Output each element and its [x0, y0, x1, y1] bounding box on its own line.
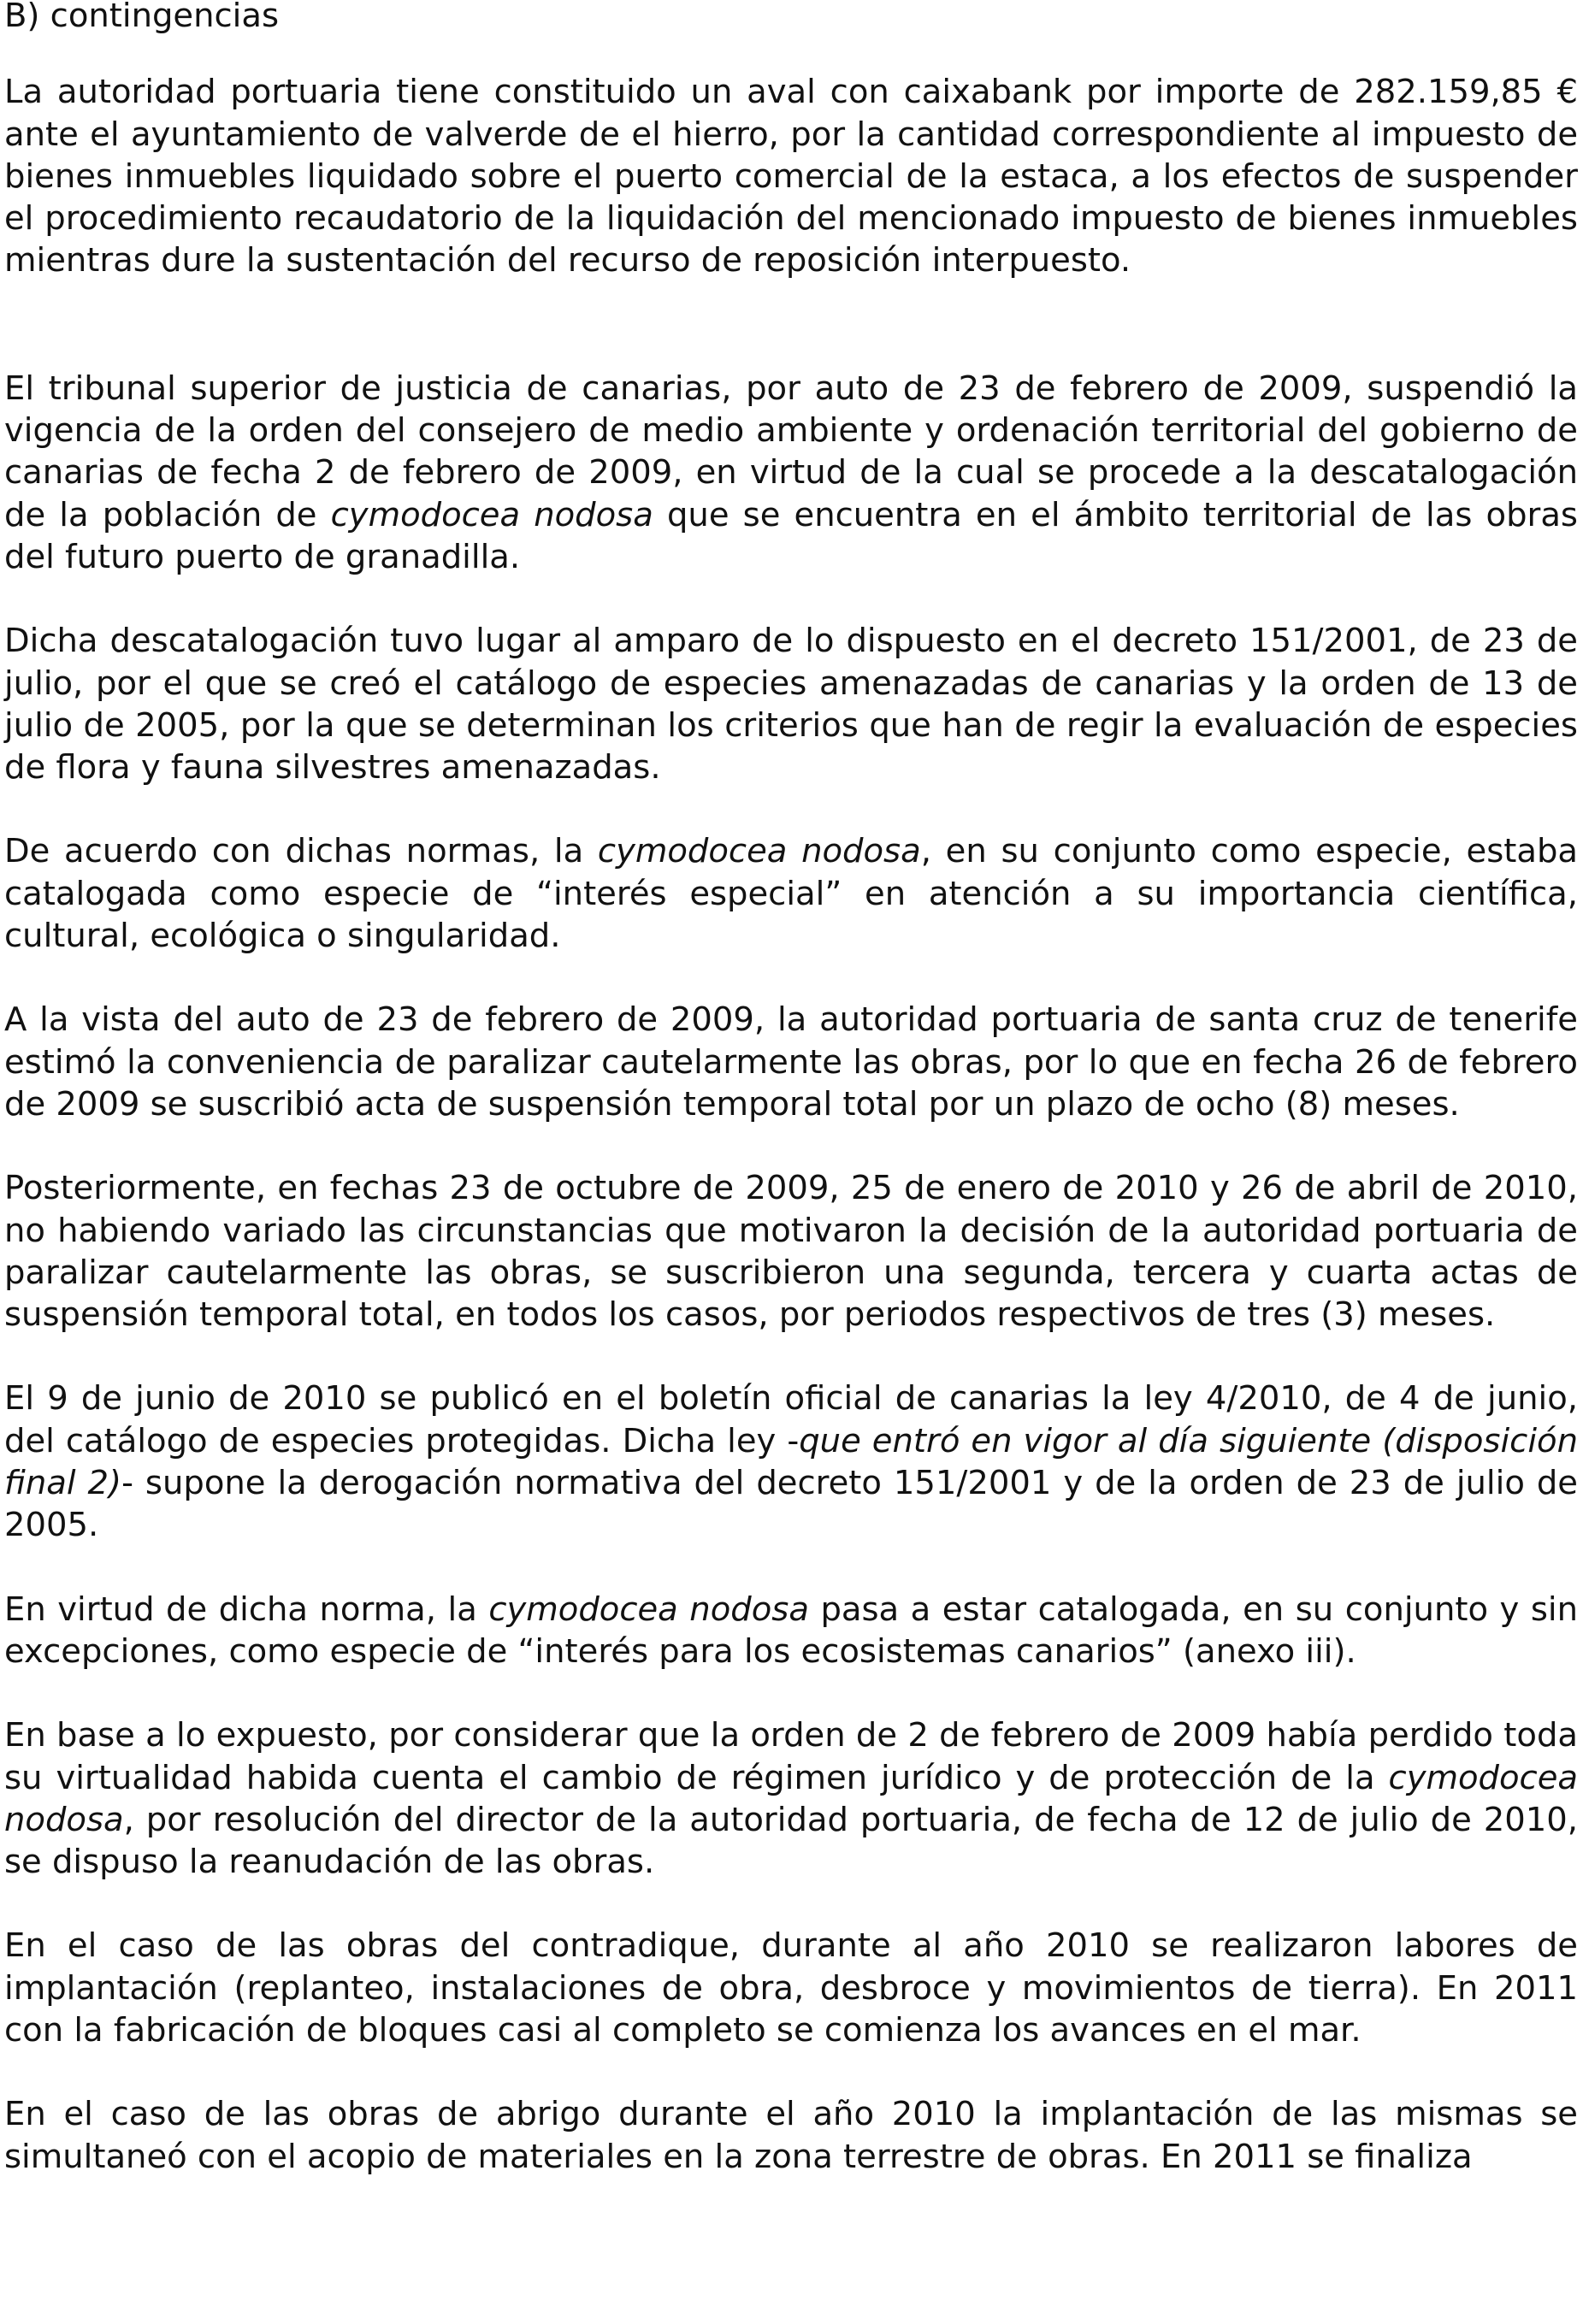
- species-name: cymodocea nodosa: [597, 832, 921, 871]
- section-heading: B) contingencias: [4, 0, 280, 35]
- paragraph-ley-4-2010: [4, 1377, 1578, 1546]
- paragraph-catalogada: [4, 1589, 1578, 1673]
- paragraph-reanudacion: [4, 1714, 1578, 1883]
- text-run: De acuerdo con dichas normas, la: [4, 832, 598, 871]
- species-name: cymodocea nodosa: [488, 1590, 809, 1629]
- paragraph-obras-abrigo: En el caso de las obras de abrigo durante el año 2010 la implantación de las mismas se simultaneó con el acopio de materiales en la zona terrestre de obras. En 2011 se finaliza: [4, 2095, 1578, 2176]
- paragraph-aval-caixabank: La autoridad portuaria tiene constituido un aval con caixabank por importe de 282.159,85 € ante el ayuntamiento de valverde de el hierro, por la cantidad correspondiente al impuesto de bienes inmuebles liquidado sobre el puerto comercial de la estaca, a los efectos de suspender el procedimiento recaudatorio de la liquidación del mencionado impuesto de bienes inmuebles mientras dure la sustentación del recurso de reposición interpuesto.: [4, 73, 1578, 280]
- text-run: - supone la derogación normativa del decreto 151/2001 y de la orden de 23 de julio de 2005.: [4, 1464, 1578, 1545]
- text-run: , en su conjunto como especie, estaba catalogada como especie de “interés especial” en atención a su importancia científica, cultural, ecológica o singularidad.: [4, 832, 1578, 956]
- text-run: pasa a estar catalogada, en su conjunto y sin excepciones, como especie de “interés para los ecosistemas canarios” (anexo iii).: [4, 1590, 1579, 1671]
- text-run: El tribunal superior de justicia de canarias, por auto de 23 de febrero de 2009, suspendió la vigencia de la orden del consejero de medio ambiente y ordenación territorial del gobierno de canarias de fecha 2 de febrero de 2009, en virtud de la cual se procede a la descatalogación de la población de: [4, 369, 1578, 534]
- text-run: En base a lo expuesto, por considerar que la orden de 2 de febrero de 2009 había perdido toda su virtualidad habida cuenta el cambio de régimen jurídico y de protección de la: [4, 1716, 1578, 1797]
- paragraph-suspension-obras: A la vista del auto de 23 de febrero de 2009, la autoridad portuaria de santa cruz de tenerife estimó la conveniencia de paralizar cautelarmente las obras, por lo que en fecha 26 de febrero de 2009 se suscribió acta de suspensión temporal total por un plazo de ocho (8) meses.: [4, 1000, 1578, 1124]
- paragraph-tribunal-auto: [4, 368, 1578, 578]
- text-run: que se encuentra en el ámbito territorial de las obras del futuro puerto de granadilla.: [4, 495, 1578, 576]
- paragraph-contradique: En el caso de las obras del contradique, durante al año 2010 se realizaron labores de implantación (replanteo, instalaciones de obra, desbroce y movimientos de tierra). En 2011 con la fabricación de bloques casi al completo se comienza los avances en el mar.: [4, 1926, 1578, 2050]
- paragraph-interes-especial: [4, 830, 1578, 957]
- italic-note: que entró en vigor al día siguiente (disposición final 2): [4, 1421, 1578, 1503]
- text-run: En virtud de dicha norma, la: [4, 1590, 489, 1629]
- document-page: [4, 0, 1578, 2178]
- text-run: El 9 de junio de 2010 se publicó en el boletín oficial de canarias la ley 4/2010, de 4 de junio, del catálogo de especies protegidas. Dicha ley -: [4, 1379, 1578, 1460]
- paragraph-descatalogacion: Dicha descatalogación tuvo lugar al amparo de lo dispuesto en el decreto 151/2001, de 23 de julio, por el que se creó el catálogo de especies amenazadas de canarias y la orden de 13 de julio de 2005, por la que se determinan los criterios que han de regir la evaluación de especies de flora y fauna silvestres amenazadas.: [4, 622, 1578, 787]
- species-name: cymodocea nodosa: [4, 1758, 1578, 1839]
- paragraph-actas-suspension: Posteriormente, en fechas 23 de octubre de 2009, 25 de enero de 2010 y 26 de abril de 2010, no habiendo variado las circunstancias que motivaron la decisión de la autoridad portuaria de paralizar cautelarmente las obras, se suscribieron una segunda, tercera y cuarta actas de suspensión temporal total, en todos los casos, por periodos respectivos de tres (3) meses.: [4, 1169, 1578, 1335]
- text-run: , por resolución del director de la autoridad portuaria, de fecha de 12 de julio de 2010, se dispuso la reanudación de las obras.: [4, 1800, 1578, 1882]
- species-name: cymodocea nodosa: [330, 495, 653, 534]
